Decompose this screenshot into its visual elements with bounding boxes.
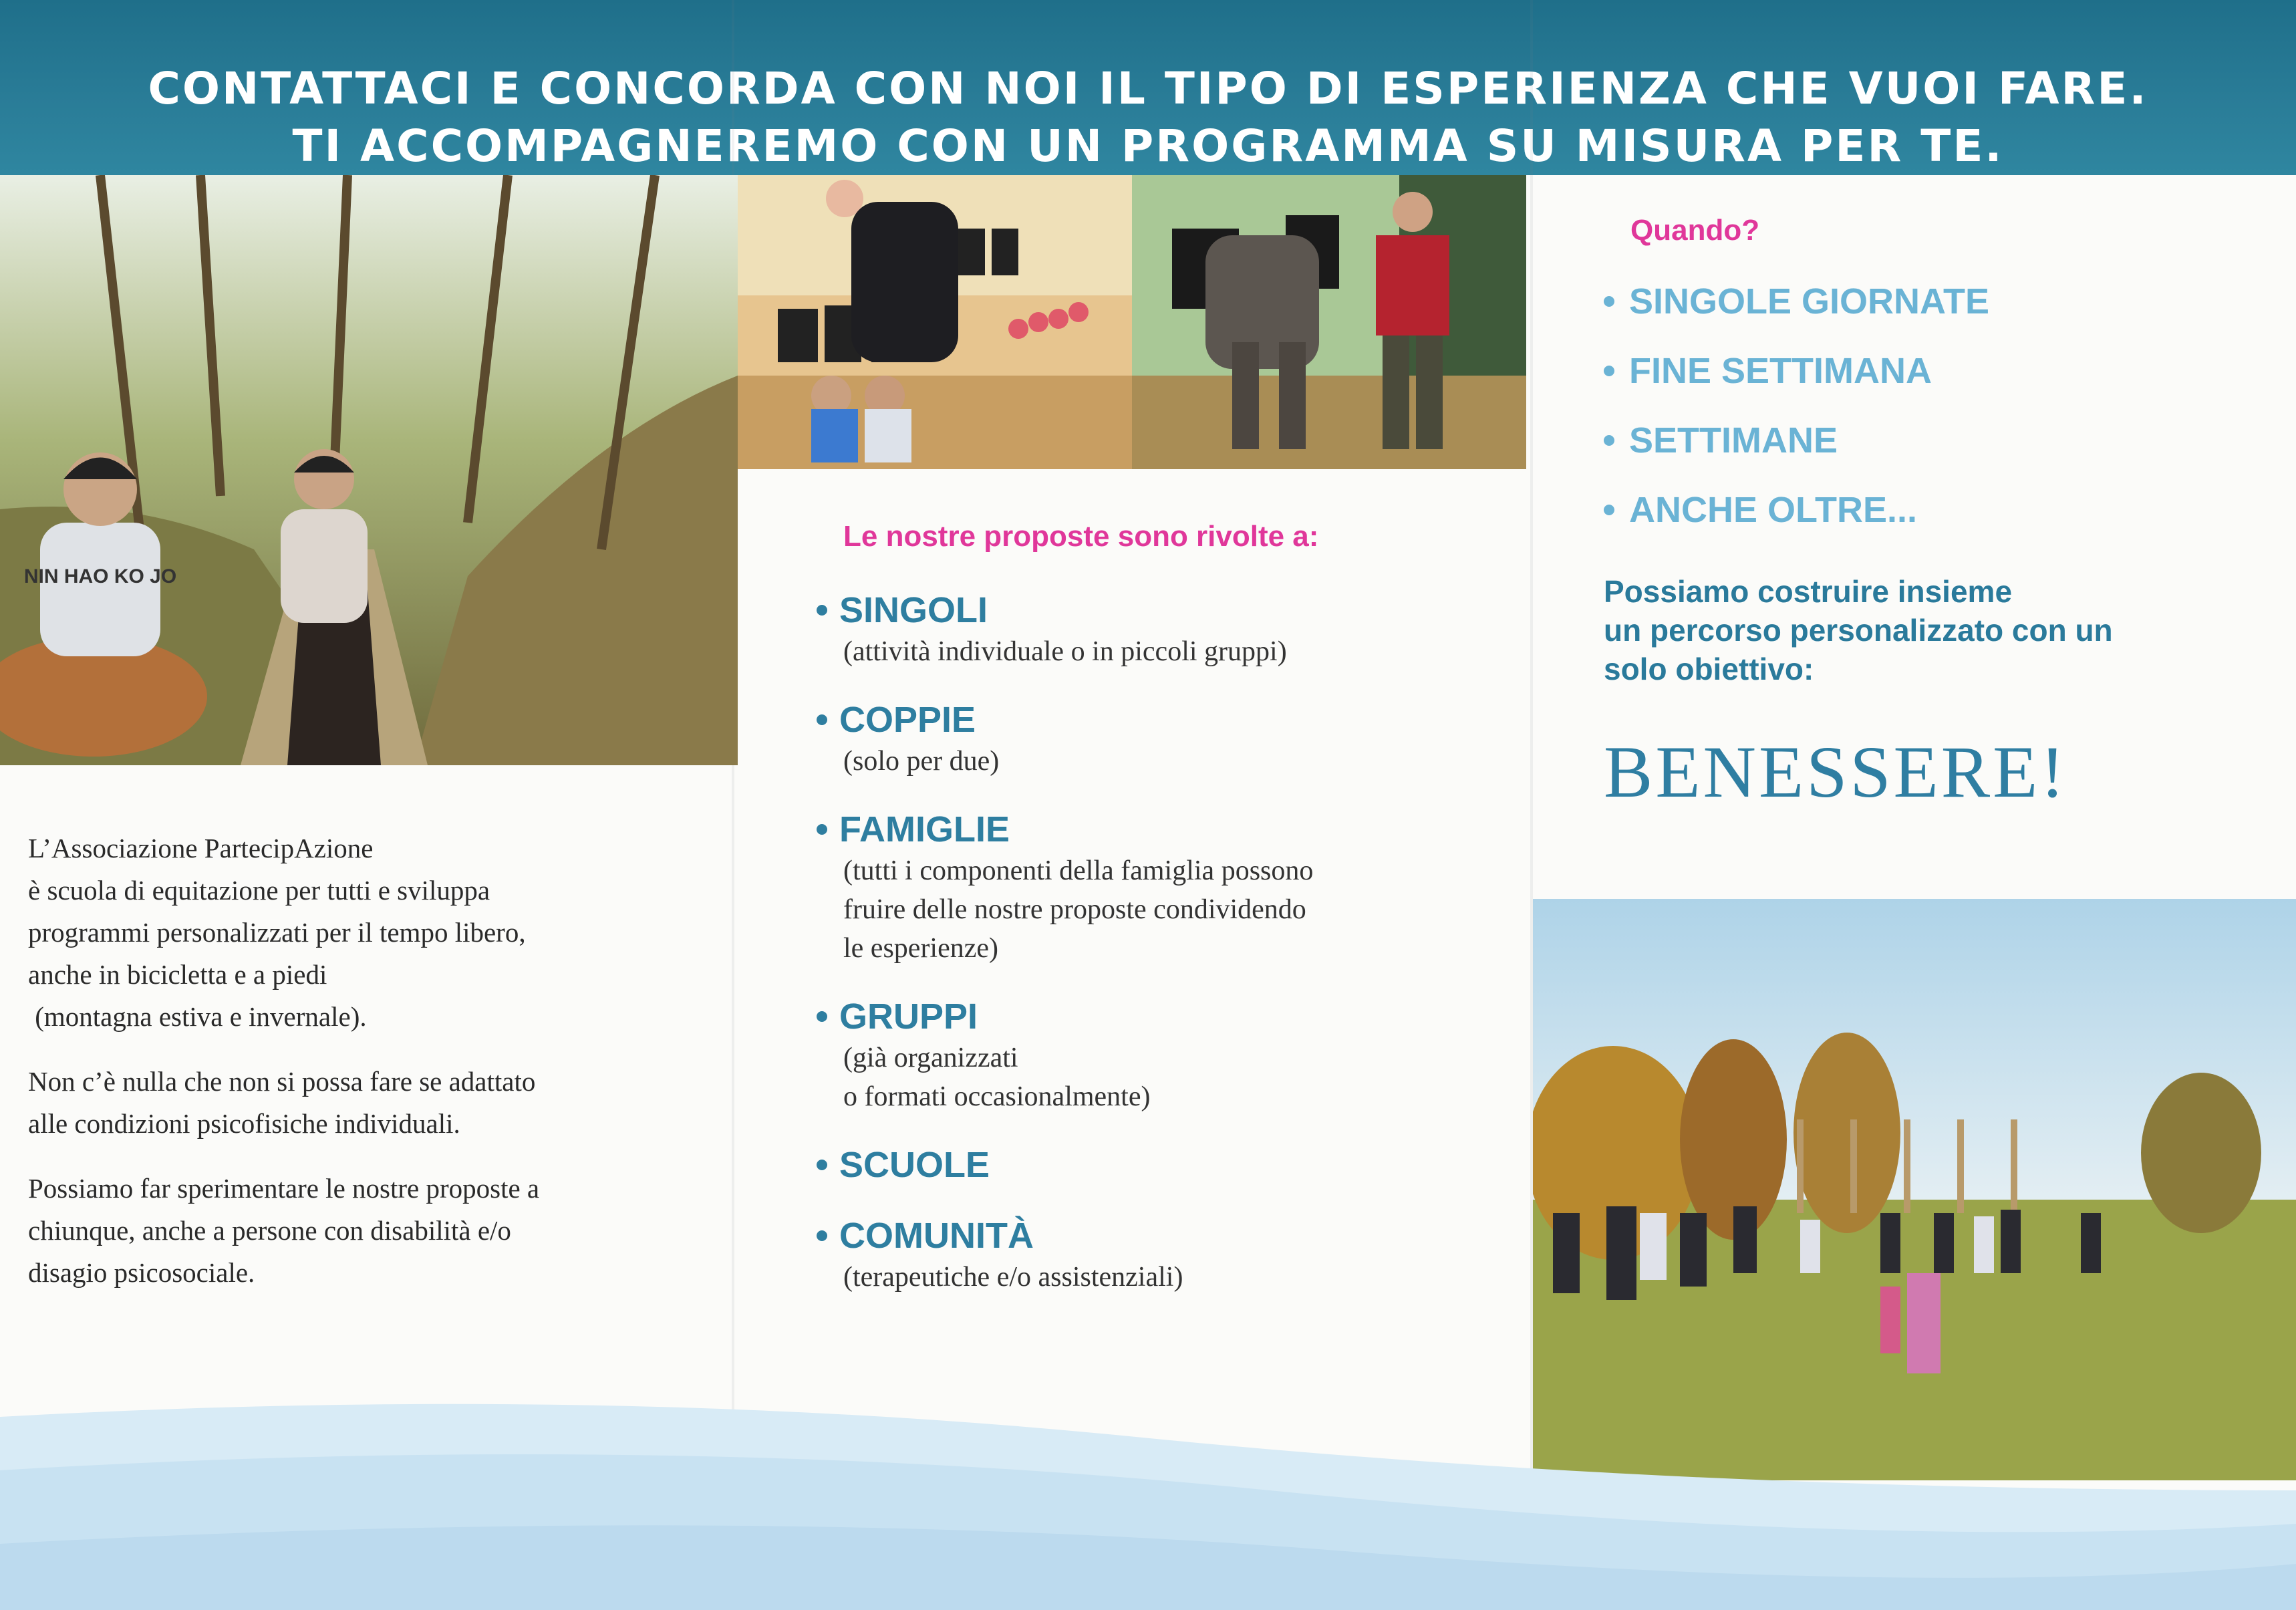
invite-text: Possiamo costruire insieme un percorso personalizzato con un solo obiettivo: — [1604, 574, 2113, 686]
bullet-icon — [817, 1011, 827, 1022]
bullet-icon — [817, 1230, 827, 1241]
bullet-icon — [1604, 505, 1614, 515]
sweatshirt-lettering: NIN HAO KO JO — [23, 565, 177, 587]
bullet-icon — [817, 714, 827, 725]
bullet-icon — [1604, 366, 1614, 376]
inclusion-paragraph: Possiamo far sperimentare le nostre proposte a chiunque, anche a persone con disabilità e/o disagio psicosociale. — [28, 1173, 540, 1288]
intro-paragraph: L’Associazione PartecipAzione è scuola di equitazione per tutti e sviluppa programmi personalizzati per il tempo libero, anche in bicicletta e a piedi (montagna estiva e invernale). — [28, 833, 526, 1032]
photo-children-activity — [738, 175, 1132, 469]
period-item: SINGOLE GIORNATE — [1604, 279, 2259, 323]
bullet-icon — [817, 1160, 827, 1170]
bullet-icon — [817, 824, 827, 835]
bottom-wave-decoration — [0, 1390, 2296, 1610]
left-text-column — [28, 827, 710, 1317]
header-banner — [0, 0, 2296, 175]
period-item: SETTIMANE — [1604, 418, 2259, 462]
when-column — [1604, 214, 2259, 815]
bullet-icon — [1604, 296, 1614, 307]
photo-donkey — [1132, 175, 1526, 469]
photo-horse-riders — [0, 175, 738, 765]
period-item: ANCHE OLTRE... — [1604, 488, 2259, 532]
target-audience-column — [817, 520, 1485, 1323]
target-item-coppie: COPPIE (solo per due) — [817, 698, 1485, 781]
bullet-icon — [1604, 435, 1614, 446]
header-line-1: CONTATTACI E CONCORDA CON NOI IL TIPO DI ESPERIENZA CHE VUOI FARE. — [148, 63, 2148, 114]
target-heading: Le nostre proposte sono rivolte a: — [843, 520, 1319, 553]
target-item-famiglie: FAMIGLIE (tutti i componenti della famiglia possono fruire delle nostre proposte condividendo le esperienze) — [817, 807, 1485, 968]
header-line-2: TI ACCOMPAGNEREMO CON UN PROGRAMMA SU MISURA PER TE. — [292, 120, 2004, 172]
target-item-singoli: SINGOLI (attività individuale o in piccoli gruppi) — [817, 588, 1485, 671]
adapted-paragraph: Non c’è nulla che non si possa fare se adattato alle condizioni psicofisiche individuali. — [28, 1066, 536, 1139]
when-heading: Quando? — [1630, 214, 1760, 247]
wellness-title: BENESSERE! — [1604, 731, 2067, 813]
bullet-icon — [817, 605, 827, 616]
period-item: FINE SETTIMANA — [1604, 349, 2259, 393]
target-item-scuole: SCUOLE — [817, 1143, 1485, 1187]
target-item-comunita: COMUNITÀ (terapeutiche e/o assistenziali) — [817, 1214, 1485, 1297]
target-item-gruppi: GRUPPI (già organizzati o formati occasionalmente) — [817, 994, 1485, 1116]
